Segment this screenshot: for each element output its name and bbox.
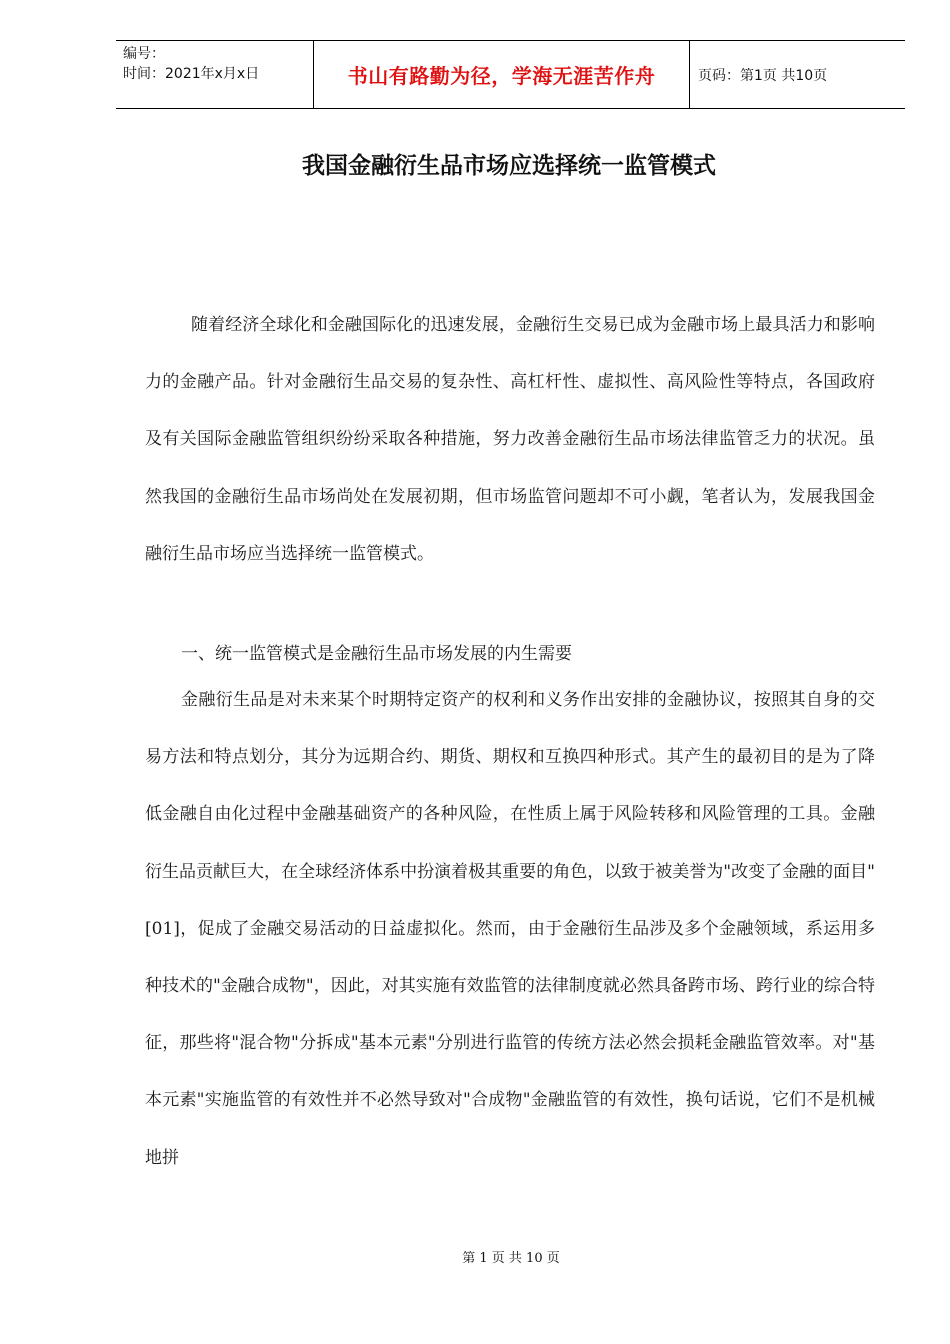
body-paragraph: 金融衍生品是对未来某个时期特定资产的权利和义务作出安排的金融协议，按照其自身的交易方法和特点划分，其分为远期合约、期货、期权和互换四种形式。其产生的最初目的是为了降低金融自由化过程中金融基础资产的各种风险，在性质上属于风险转移和风险管理的工具。金融衍生品贡献巨大，在全球经济体系中扮演着极其重要的角色，以致于被美誉为"改变了金融的面目"[01]，促成了金融交易活动的日益虚拟化。然而，由于金融衍生品涉及多个金融领域，系运用多种技术的"金融合成物"，因此，对其实施有效监管的法律制度就必然具备跨市场、跨行业的综合特征，那些将"混合物"分拆成"基本元素"分别进行监管的传统方法必然会损耗金融监管效率。对"基本元素"实施监管的有效性并不必然导致对"合成物"金融监管的有效性，换句话说，它们不是机械地拼: [145, 690, 875, 1168]
header-motto: 书山有路勤为径，学海无涯苦作舟: [314, 41, 690, 108]
document-title: 我国金融衍生品市场应选择统一监管模式: [302, 153, 716, 179]
time-label: 时间：2021年x月x日: [123, 66, 260, 82]
serial-number-label: 编号：: [123, 46, 165, 62]
intro-paragraph: 随着经济全球化和金融国际化的迅速发展，金融衍生交易已成为金融市场上最具活力和影响力的金融产品。针对金融衍生品交易的复杂性、高杠杆性、虚拟性、高风险性等特点，各国政府及有关国际金融监管组织纷纷采取各种措施，努力改善金融衍生品市场法律监管乏力的状况。虽然我国的金融衍生品市场尚处在发展初期，但市场监管问题却不可小觑，笔者认为，发展我国金融衍生品市场应当选择统一监管模式。: [145, 315, 875, 564]
page-footer: 第 1 页 共 10 页: [462, 1251, 560, 1266]
header-meta-cell: [116, 41, 314, 108]
document-header: [116, 40, 905, 109]
section-heading: 一、统一监管模式是金融衍生品市场发展的内生需要: [181, 644, 572, 664]
header-page-label: 页码：第1页 共10页: [698, 67, 828, 84]
